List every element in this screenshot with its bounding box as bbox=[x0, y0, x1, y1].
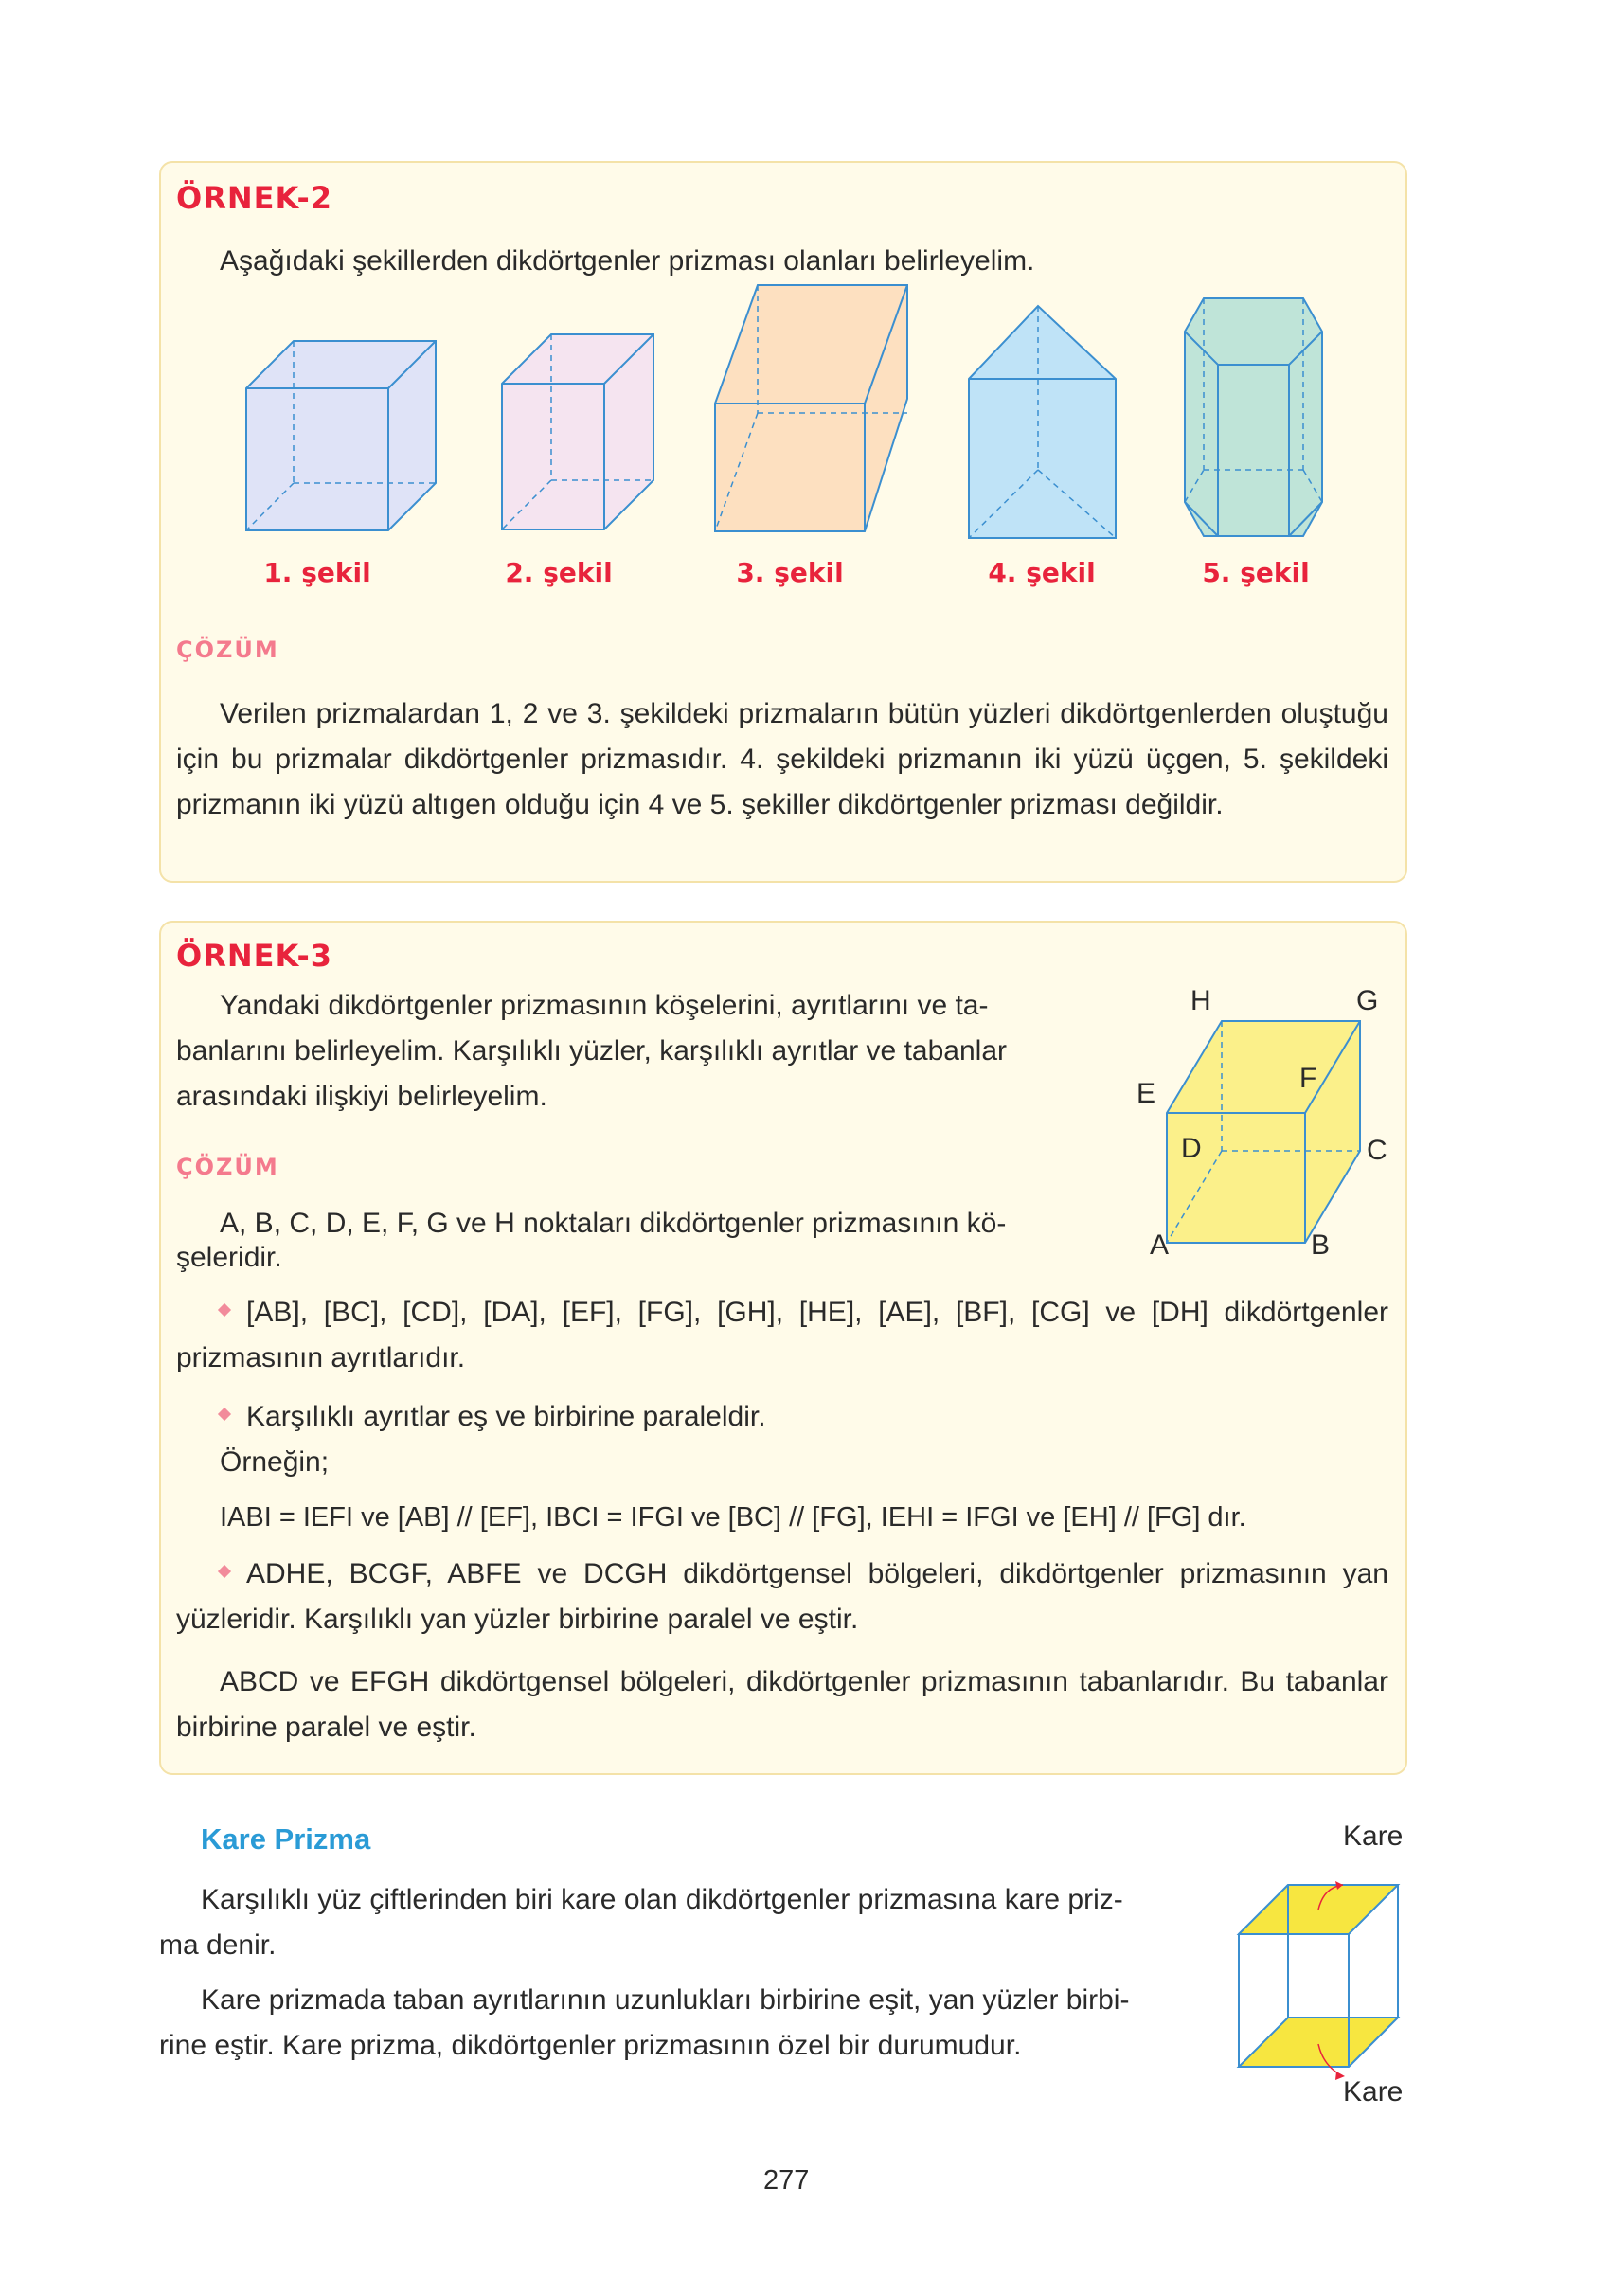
figure-3-prism bbox=[710, 280, 919, 546]
figure-1-caption: 1. şekil bbox=[263, 557, 371, 588]
edges-text: [AB], [BC], [CD], [DA], [EF], [FG], [GH], [HE], [AE], [BF], [CG] ve [DH] dikdörtgenler prizmasının ayrıtlarıdır. bbox=[176, 1297, 1388, 1373]
vertices-line-1: A, B, C, D, E, F, G ve H noktaları dikdörtgenler prizmasının kö- bbox=[220, 1208, 1007, 1239]
square-prism-p1-line-1: Karşılıklı yüz çiftlerinden biri kare olan dikdörtgenler prizmasına kare priz- bbox=[201, 1884, 1123, 1915]
parallel-text: Karşılıklı ayrıtlar eş ve birbirine paraleldir. bbox=[246, 1401, 766, 1432]
figure-2-prism bbox=[494, 327, 665, 549]
bullet-icon bbox=[218, 1408, 231, 1421]
vertices-line-2: şeleridir. bbox=[176, 1242, 282, 1273]
faces-paragraph bbox=[176, 1552, 1388, 1642]
vertex-label-a: A bbox=[1150, 1229, 1170, 1261]
square-label-bottom: Kare bbox=[1343, 2076, 1404, 2108]
vertex-label-h: H bbox=[1190, 985, 1211, 1016]
vertex-label-b: B bbox=[1311, 1229, 1331, 1261]
parallel-line bbox=[220, 1394, 766, 1440]
labeled-rectangular-prism bbox=[1137, 1004, 1402, 1250]
example-3-solution-label: ÇÖZÜM bbox=[176, 1154, 279, 1180]
vertex-label-d: D bbox=[1181, 1133, 1202, 1164]
square-prism-p2-line-2: rine eştir. Kare prizma, dikdörtgenler prizmasının özel bir durumudur. bbox=[159, 2030, 1022, 2061]
bases-paragraph: ABCD ve EFGH dikdörtgensel bölgeleri, dikdörtgenler prizmasının tabanlarıdır. Bu tabanlar birbirine paralel ve eştir. bbox=[176, 1666, 1388, 1743]
example-3-prompt-line-2: banlarını belirleyelim. Karşılıklı yüzler, karşılıklı ayrıtlar ve tabanlar bbox=[176, 1035, 1007, 1067]
edges-paragraph bbox=[176, 1290, 1388, 1381]
figure-5-hexagonal-prism bbox=[1180, 294, 1332, 547]
vertex-label-c: C bbox=[1367, 1135, 1387, 1166]
square-prism-p2-line-1: Kare prizmada taban ayrıtlarının uzunlukları birbirine eşit, yan yüzler birbi- bbox=[201, 1984, 1130, 2016]
vertex-label-e: E bbox=[1137, 1078, 1156, 1109]
vertex-label-f: F bbox=[1299, 1063, 1317, 1094]
figure-3-caption: 3. şekil bbox=[736, 557, 844, 588]
example-2-title: ÖRNEK-2 bbox=[176, 180, 333, 216]
square-label-top: Kare bbox=[1343, 1821, 1404, 1852]
example-3-title: ÖRNEK-3 bbox=[176, 938, 333, 974]
page-number: 277 bbox=[763, 2165, 810, 2196]
figure-4-triangular-prism bbox=[964, 301, 1125, 547]
bullet-icon bbox=[218, 1303, 231, 1317]
figure-4-caption: 4. şekil bbox=[988, 557, 1096, 588]
equalities-line: IABI = IEFI ve [AB] // [EF], IBCI = IFGI ve [BC] // [FG], IEHI = IFGI ve [EH] // [FG] dır. bbox=[220, 1502, 1246, 1533]
example-2-solution-label: ÇÖZÜM bbox=[176, 637, 279, 663]
square-prism-figure bbox=[1231, 1875, 1411, 2108]
example-3-prompt-line-1: Yandaki dikdörtgenler prizmasının köşelerini, ayrıtlarını ve ta- bbox=[220, 990, 989, 1021]
example-3-prompt-line-3: arasındaki ilişkiyi belirleyelim. bbox=[176, 1081, 547, 1112]
figure-2-caption: 2. şekil bbox=[505, 557, 613, 588]
figure-1-cube bbox=[237, 332, 445, 549]
example-2-solution-text: Verilen prizmalardan 1, 2 ve 3. şekildeki prizmaların bütün yüzleri dikdörtgenlerden oluştuğu için bu prizmalar dikdörtgenler prizmasıdır. 4. şekildeki prizmanın iki yüzü üçgen, 5. şekildeki prizmanın iki yüzü altıgen olduğu için 4 ve 5. şekiller dikdörtgenler prizması değildir. bbox=[176, 698, 1388, 820]
ornegin-label: Örneğin; bbox=[220, 1446, 330, 1478]
faces-text: ADHE, BCGF, ABFE ve DCGH dikdörtgensel bölgeleri, dikdörtgenler prizmasının yan yüzleridir. Karşılıklı yan yüzler birbirine paralel ve eştir. bbox=[176, 1558, 1388, 1635]
example-2-prompt: Aşağıdaki şekillerden dikdörtgenler prizması olanları belirleyelim. bbox=[220, 245, 1035, 277]
figure-5-caption: 5. şekil bbox=[1202, 557, 1310, 588]
square-prism-heading: Kare Prizma bbox=[201, 1822, 371, 1856]
square-prism-p1-line-2: ma denir. bbox=[159, 1929, 277, 1961]
vertex-label-g: G bbox=[1356, 985, 1379, 1016]
bullet-icon bbox=[218, 1565, 231, 1578]
